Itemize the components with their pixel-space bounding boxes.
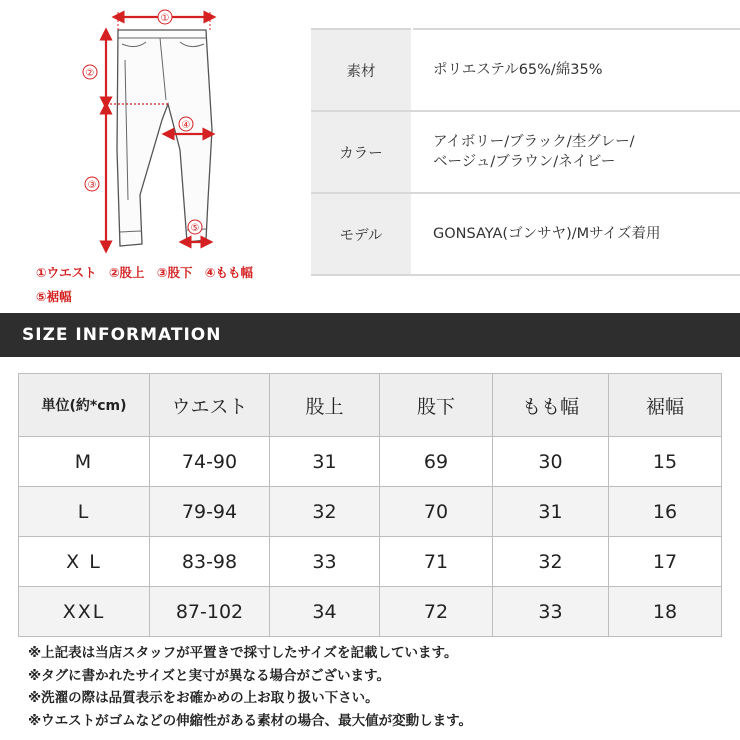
marker-3: ③	[87, 180, 97, 191]
spec-value	[412, 29, 740, 111]
header-inseam: 股下	[380, 374, 493, 437]
spec-value-line: GONSAYA(ゴンサヤ)/Mサイズ着用	[433, 226, 661, 242]
size-information-title: SIZE INFORMATION	[22, 325, 222, 345]
value-cell: 30	[493, 437, 609, 487]
spec-value-line: ベージュ/ブラウン/ネイビー	[433, 154, 616, 170]
value-cell: 74-90	[150, 437, 270, 487]
value-cell: 87-102	[150, 587, 270, 637]
value-cell: 71	[380, 537, 493, 587]
spec-label: モデル	[311, 193, 412, 275]
note-line: ※上記表は当店スタッフが平置きで採寸したサイズを記載しています。	[28, 645, 458, 661]
diagram-legend-line-2	[36, 287, 80, 305]
pants-measurement-diagram	[0, 0, 300, 310]
marker-2: ②	[85, 68, 95, 79]
note-line: ※ウエストがゴムなどの伸縮性がある素材の場合、最大値が変動します。	[28, 712, 473, 729]
value-cell: 17	[609, 537, 722, 587]
size-information-header	[0, 313, 740, 357]
spec-value-line: アイボリー/ブラック/杢グレー/	[433, 134, 635, 150]
spec-row-color	[311, 111, 740, 193]
value-cell: 83-98	[150, 537, 270, 587]
product-spec-table	[311, 28, 740, 276]
size-cell: X L	[19, 537, 150, 587]
marker-5: ⑤	[190, 223, 200, 234]
size-cell: XXL	[19, 587, 150, 637]
value-cell: 18	[609, 587, 722, 637]
value-cell: 15	[609, 437, 722, 487]
spec-value-line: ポリエステル65%/綿35%	[433, 62, 603, 78]
legend-item: ②股上	[108, 265, 145, 280]
value-cell: 79-94	[150, 487, 270, 537]
value-cell: 32	[270, 487, 380, 537]
value-cell: 31	[493, 487, 609, 537]
value-cell: 32	[493, 537, 609, 587]
legend-item: ⑤裾幅	[36, 289, 72, 304]
legend-item: ④もも幅	[204, 265, 253, 280]
value-cell: 72	[380, 587, 493, 637]
size-cell: L	[19, 487, 150, 537]
value-cell: 69	[380, 437, 493, 487]
diagram-legend-line-1	[36, 263, 261, 281]
spec-label: 素材	[311, 29, 412, 111]
spec-row-material	[311, 29, 740, 111]
value-cell: 33	[493, 587, 609, 637]
marker-1: ①	[160, 13, 170, 24]
value-cell: 31	[270, 437, 380, 487]
spec-value	[412, 193, 740, 275]
pants-outline-icon	[117, 30, 212, 246]
value-cell: 33	[270, 537, 380, 587]
size-table-header-row	[19, 374, 722, 437]
table-row	[19, 437, 722, 487]
header-hem: 裾幅	[609, 374, 722, 437]
spec-value	[412, 111, 740, 193]
header-rise: 股上	[270, 374, 380, 437]
header-thigh: もも幅	[493, 374, 609, 437]
value-cell: 70	[380, 487, 493, 537]
table-row	[19, 587, 722, 637]
value-cell: 34	[270, 587, 380, 637]
legend-item: ③股下	[156, 265, 193, 280]
header-waist: ウエスト	[150, 374, 270, 437]
legend-item: ①ウエスト	[36, 265, 97, 280]
marker-4: ④	[181, 120, 191, 131]
table-row	[19, 537, 722, 587]
header-unit: 単位(約*cm)	[19, 374, 150, 437]
size-cell: M	[19, 437, 150, 487]
spec-label: カラー	[311, 111, 412, 193]
note-line: ※洗濯の際は品質表示をお確かめの上お取り扱い下さい。	[28, 690, 379, 706]
value-cell: 16	[609, 487, 722, 537]
note-line: ※タグに書かれたサイズと実寸が異なる場合がございます。	[28, 667, 390, 684]
spec-row-model	[311, 193, 740, 275]
size-notes	[28, 642, 472, 732]
size-table	[18, 373, 722, 637]
table-row	[19, 487, 722, 537]
